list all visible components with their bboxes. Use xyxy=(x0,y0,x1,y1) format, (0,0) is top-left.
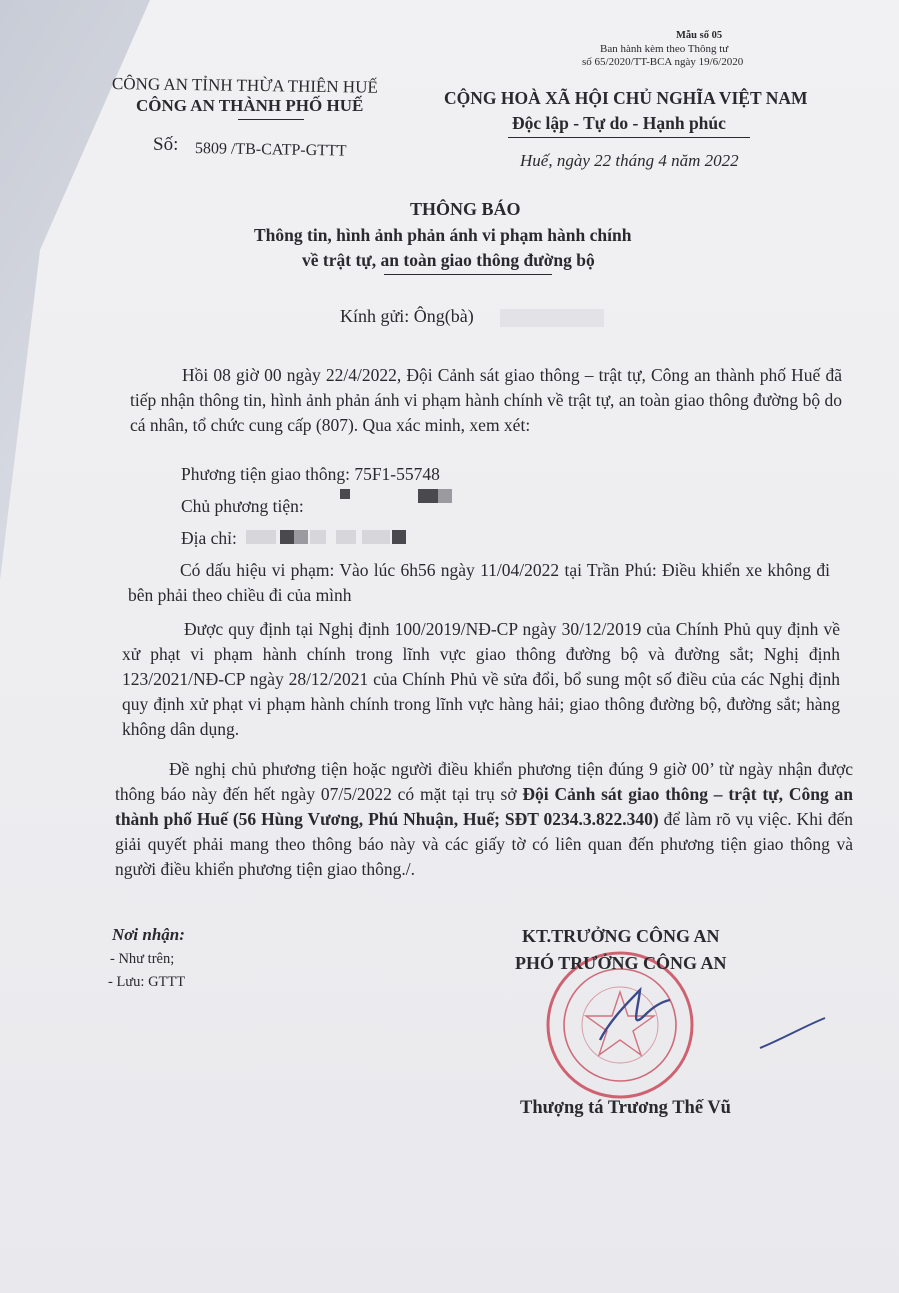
address-label: Địa chỉ: xyxy=(181,528,237,548)
recipient-item-2: - Lưu: GTTT xyxy=(108,974,186,990)
doc-number: 5809 /TB-CATP-GTTT xyxy=(194,140,347,160)
paragraph-regulation: Được quy định tại Nghị định 100/2019/NĐ-CP ngày 30/12/2019 của Chính Phủ quy định về xử phạt vi phạm hành chính trong lĩnh vực giao thông đường bộ và đường sắt; Nghị định 123/2021/NĐ-CP ngày 28/12/2021 của Chính Phủ về sửa đổi, bổ sung một số điều của các Nghị định quy định xử phạt vi phạm hành chính trong lĩnh vực hàng hải; giao thông đường bộ, đường sắt; hàng không dân dụng. xyxy=(122,619,840,739)
redacted-owner-3 xyxy=(438,489,452,503)
motto-underline xyxy=(508,137,750,138)
notice-title: THÔNG BÁO xyxy=(410,199,521,219)
redacted-address-3 xyxy=(294,530,308,544)
notice-subtitle-1: Thông tin, hình ảnh phản ánh vi phạm hành chính xyxy=(254,225,632,245)
redacted-owner-1 xyxy=(340,489,350,499)
agency-underline xyxy=(238,119,304,120)
redacted-address-5 xyxy=(336,530,356,544)
subtitle-underline xyxy=(384,274,552,275)
redacted-address-7 xyxy=(392,530,406,544)
vehicle-info: Phương tiện giao thông: 75F1-55748 xyxy=(181,464,440,484)
redacted-owner-2 xyxy=(418,489,438,503)
form-line2: số 65/2020/TT-BCA ngày 19/6/2020 xyxy=(582,56,744,68)
paragraph-intro: Hồi 08 giờ 00 ngày 22/4/2022, Đội Cảnh sát giao thông – trật tự, Công an thành phố Huế đã tiếp nhận thông tin, hình ảnh phản ánh vi phạm hành chính về trật tự, an toàn giao thông đường bộ do cá nhân, tổ chức cung cấp (807). Qua xác minh, xem xét: xyxy=(130,365,842,435)
redacted-address-6 xyxy=(362,530,390,544)
place-date: Huế, ngày 22 tháng 4 năm 2022 xyxy=(520,151,739,170)
recipients-title: Nơi nhận: xyxy=(112,925,185,944)
signature-title-2: PHÓ TRƯỞNG CÔNG AN xyxy=(515,953,727,973)
request-text-a: Đề nghị chủ phương tiện hoặc người điều khiển phương tiện đúng 9 giờ 00’ từ ngày nhận được thông báo này đến hết ngày 07/5/2022 có mặt tại trụ sở xyxy=(115,759,853,804)
doc-number-label: Số: xyxy=(153,134,179,155)
paragraph-violation: Có dấu hiệu vi phạm: Vào lúc 6h56 ngày 11/04/2022 tại Trần Phú: Điều khiển xe không đi bên phải theo chiều đi của mình xyxy=(128,560,830,605)
redacted-recipient xyxy=(500,309,604,327)
request-office: Đội Cảnh sát giao thông – trật tự, Công an thành phố Huế (56 Hùng Vương, Phú Nhuận, Huế; SĐT 0234.3.822.340) xyxy=(115,784,853,829)
redacted-address-1 xyxy=(246,530,276,544)
signer-name: Thượng tá Trương Thế Vũ xyxy=(520,1098,731,1118)
recipient-item-1: - Như trên; xyxy=(110,951,175,967)
form-line1: Ban hành kèm theo Thông tư xyxy=(600,43,729,55)
request-text-c: để làm rõ vụ việc. Khi đến giải quyết phải mang theo thông báo này và các giấy tờ có liên quan đến phương tiện giao thông và người điều khiển phương tiện giao thông./. xyxy=(115,809,853,879)
recipient-label: Kính gửi: Ông(bà) xyxy=(340,306,474,326)
redacted-address-4 xyxy=(310,530,326,544)
agency-parent: CÔNG AN TỈNH THỪA THIÊN HUẾ xyxy=(111,74,378,97)
redacted-address-2 xyxy=(280,530,294,544)
signature-title-1: KT.TRƯỞNG CÔNG AN xyxy=(522,926,720,946)
notice-subtitle-2: về trật tự, an toàn giao thông đường bộ xyxy=(302,250,595,270)
nation-title: CỘNG HOÀ XÃ HỘI CHỦ NGHĨA VIỆT NAM xyxy=(444,88,808,108)
agency-name: CÔNG AN THÀNH PHỐ HUẾ xyxy=(136,96,364,115)
nation-motto: Độc lập - Tự do - Hạnh phúc xyxy=(512,113,726,133)
form-label: Mẫu số 05 xyxy=(676,30,723,41)
owner-label: Chủ phương tiện: xyxy=(181,496,304,516)
paragraph-request xyxy=(115,757,853,882)
